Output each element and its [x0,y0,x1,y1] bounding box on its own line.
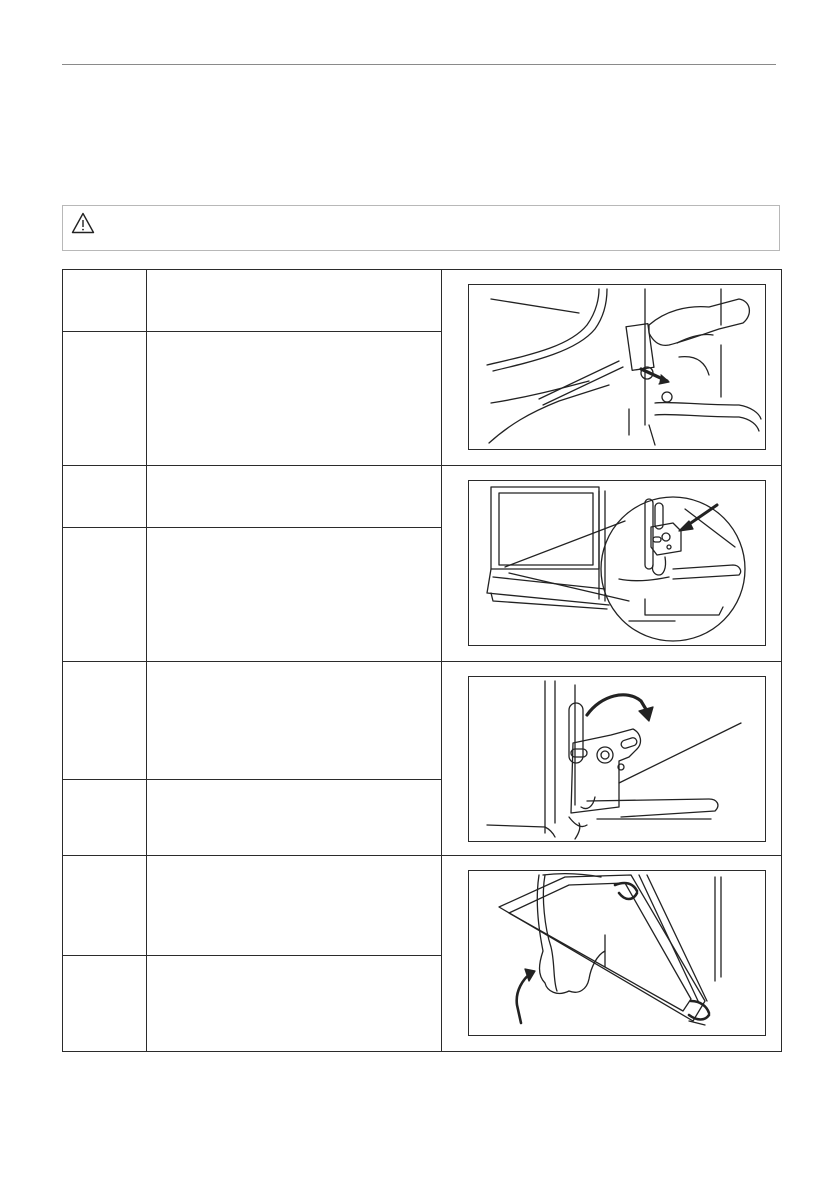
step-text [147,466,441,528]
step-number [63,662,147,780]
hinge-lock-detail-illustration [468,480,766,646]
step-text [147,332,441,466]
step-number [63,856,147,956]
hinge-rotate-illustration [468,676,766,842]
step-number [63,956,147,1052]
step-number [63,332,147,466]
instruction-table [62,269,782,1052]
figure-cell [441,270,781,466]
step-text [147,780,441,856]
figure-cell [441,662,781,856]
step-number [63,780,147,856]
warning-box [62,205,780,251]
door-lift-illustration [468,870,766,1036]
step-text [147,662,441,780]
step-number [63,528,147,662]
warning-triangle-icon [71,212,95,234]
screwdriver-hinge-illustration [468,284,766,450]
step-number [63,466,147,528]
table-row [63,270,782,332]
step-text [147,270,441,332]
step-number [63,270,147,332]
step-text [147,956,441,1052]
table-row [63,662,782,780]
header-rule [62,64,776,65]
figure-cell [441,856,781,1052]
table-row [63,466,782,528]
step-text [147,528,441,662]
table-row [63,856,782,956]
step-text [147,856,441,956]
figure-cell [441,466,781,662]
